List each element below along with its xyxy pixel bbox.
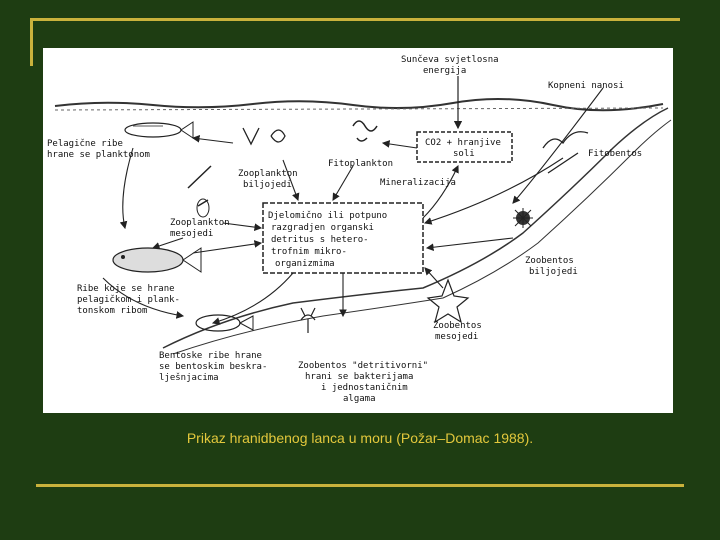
label-fish-mixed-1: Ribe koje se hrane <box>77 284 175 294</box>
label-benthic-fish-2: se bentoskim beskra- <box>159 362 268 372</box>
frame-left-bar <box>30 18 33 66</box>
figure-caption: Prikaz hranidbenog lanca u moru (Požar–Domac 1988). <box>186 430 534 446</box>
label-zoobenthos-carn-2: mesojedi <box>435 332 479 342</box>
label-zoobenthos-herb-2: biljojedi <box>529 267 578 277</box>
label-benthic-fish-1: Bentoske ribe hrane <box>159 351 262 361</box>
arrow-zoobenthos-herb-to-detritus <box>427 238 513 248</box>
label-zooplankton-carn-1: Zooplankton <box>170 218 230 228</box>
label-zoobenthos-herb-1: Zoobentos <box>525 256 574 266</box>
label-sunlight-2: energija <box>423 66 467 76</box>
label-fish-mixed-2: pelagičkom i plank- <box>77 295 180 305</box>
label-zoobenthos-det-1: Zoobentos "detritivorni" <box>298 361 429 371</box>
label-detritus-1: Djelomično ili potpuno <box>268 211 388 221</box>
label-co2-1: CO2 + hranjive <box>425 138 501 148</box>
label-phytobenthos: Fitobentos <box>588 149 643 159</box>
label-co2-2: soli <box>453 149 475 159</box>
tuna-fish-icon <box>113 248 201 272</box>
phytoplankton-icon <box>353 121 377 141</box>
anemone-icon <box>301 308 315 333</box>
label-detritus-3: detritus s hetero- <box>271 235 369 245</box>
label-zoobenthos-det-4: algama <box>343 394 376 404</box>
benthic-fish-icon <box>196 315 253 331</box>
starfish-icon <box>428 280 468 322</box>
arrow-zoocarn-to-fish <box>153 238 183 248</box>
label-land-runoff: Kopneni nanosi <box>548 81 624 91</box>
label-benthic-fish-3: lješnjacima <box>159 373 219 383</box>
label-fish-mixed-3: tonskom ribom <box>77 306 148 316</box>
arrow-co2-to-phytoplankton <box>383 143 417 148</box>
label-sunlight-1: Sunčeva svjetlosna <box>401 55 499 65</box>
label-pelagic-1: Pelagične ribe <box>47 139 123 149</box>
label-phytoplankton: Fitoplankton <box>328 159 394 169</box>
label-detritus-4: trofnim mikro- <box>271 247 347 257</box>
label-zooplankton-carn-2: mesojedi <box>170 229 214 239</box>
label-mineralization: Mineralizacija <box>380 178 456 188</box>
label-zoobenthos-det-2: hrani se bakterijama <box>305 372 414 382</box>
arrow-phytoplankton-to-detritus <box>333 166 353 200</box>
label-zooplankton-herb-2: biljojedi <box>243 180 292 190</box>
label-detritus-5: organizmima <box>275 259 335 269</box>
frame-top-bar <box>30 18 680 21</box>
diagram-svg <box>43 48 673 413</box>
arrow-detritus-to-mineralization <box>423 166 458 218</box>
pelagic-fish-icon <box>125 122 193 138</box>
zooplankton-icon <box>243 128 285 144</box>
label-detritus-2: razgradjen organski <box>271 223 374 233</box>
arrow-pelagic-down <box>123 148 133 228</box>
arrowworm-icon <box>188 166 211 217</box>
label-zoobenthos-carn-1: Zoobentos <box>433 321 482 331</box>
label-zooplankton-herb-1: Zooplankton <box>238 169 298 179</box>
label-zoobenthos-det-3: i jednostaničnim <box>321 383 408 393</box>
sea-urchin-icon <box>513 208 533 228</box>
food-chain-diagram <box>43 48 673 413</box>
arrow-fish-to-detritus <box>193 243 261 253</box>
label-pelagic-2: hrane se planktonom <box>47 150 150 160</box>
frame-bottom-bar <box>36 484 684 487</box>
arrow-zoobenthos-carn-to-detritus <box>425 268 443 288</box>
arrow-zooplankton-to-pelagic <box>193 138 233 143</box>
